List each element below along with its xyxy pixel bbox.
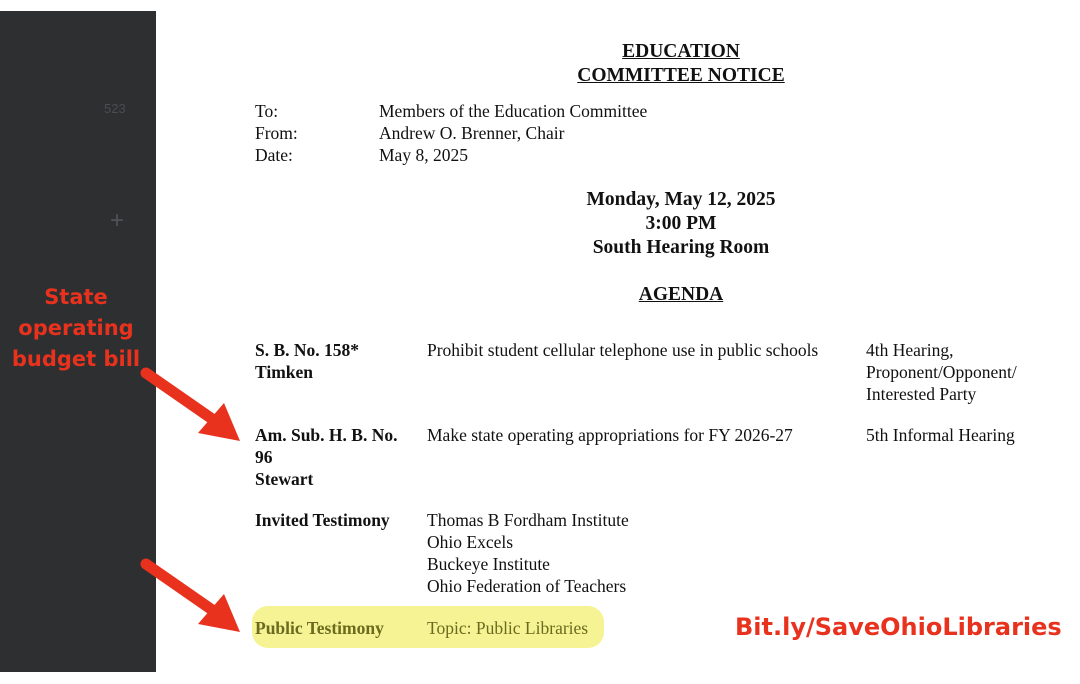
invited-item: Buckeye Institute — [427, 554, 550, 574]
public-testimony-label: Public Testimony — [255, 618, 384, 638]
memo-value: May 8, 2025 — [379, 145, 468, 165]
invited-list — [427, 509, 867, 597]
bill-line: 96 — [255, 447, 273, 467]
public-testimony-topic: Topic: Public Libraries — [427, 618, 589, 638]
memo-date — [255, 144, 647, 166]
memo-key: Date: — [255, 145, 293, 165]
bill-description: Prohibit student cellular telephone use in public schools — [427, 340, 819, 360]
meeting-time: 3:00 PM — [645, 213, 717, 234]
invited-item: Ohio Federation of Teachers — [427, 576, 627, 596]
memo-from — [255, 122, 647, 144]
meeting-room: South Hearing Room — [592, 237, 770, 258]
invited-item: Thomas B Fordham Institute — [427, 510, 629, 530]
annotation-line: operating — [18, 316, 134, 340]
bill-status — [866, 424, 1066, 446]
annotation-label — [6, 282, 146, 375]
add-icon[interactable]: + — [110, 207, 125, 234]
memo-header — [255, 100, 647, 166]
memo-value: Andrew O. Brenner, Chair — [379, 123, 565, 143]
bill-number — [255, 424, 415, 490]
page-number: 523 — [104, 101, 126, 116]
bill-line: S. B. No. 158* — [255, 340, 360, 360]
title-line: EDUCATION — [622, 41, 740, 62]
status-line: Interested Party — [866, 384, 977, 404]
invited-testimony-label: Invited Testimony — [255, 510, 390, 530]
bill-line: Stewart — [255, 469, 314, 489]
title-line: COMMITTEE NOTICE — [577, 65, 785, 86]
meeting-day: Monday, May 12, 2025 — [586, 189, 776, 210]
link-text[interactable]: Bit.ly/SaveOhioLibraries — [735, 613, 1062, 641]
notice-title — [516, 40, 846, 88]
agenda-title: AGENDA — [638, 284, 724, 305]
status-line: 4th Hearing, — [866, 340, 954, 360]
memo-key: From: — [255, 123, 298, 143]
bill-status — [866, 339, 1066, 405]
bill-number — [255, 339, 415, 383]
status-line: 5th Informal Hearing — [866, 425, 1015, 445]
memo-value: Members of the Education Committee — [379, 101, 648, 121]
bill-line: Timken — [255, 362, 314, 382]
document-page — [156, 0, 1080, 684]
annotation-line: budget bill — [11, 347, 141, 371]
invited-item: Ohio Excels — [427, 532, 514, 552]
memo-key: To: — [255, 101, 279, 121]
meeting-info — [516, 188, 846, 260]
bill-line: Am. Sub. H. B. No. — [255, 425, 398, 445]
bill-description: Make state operating appropriations for FY 2026-27 — [427, 425, 793, 445]
status-line: Proponent/Opponent/ — [866, 362, 1017, 382]
memo-to — [255, 100, 647, 122]
annotation-line: State — [44, 285, 108, 309]
